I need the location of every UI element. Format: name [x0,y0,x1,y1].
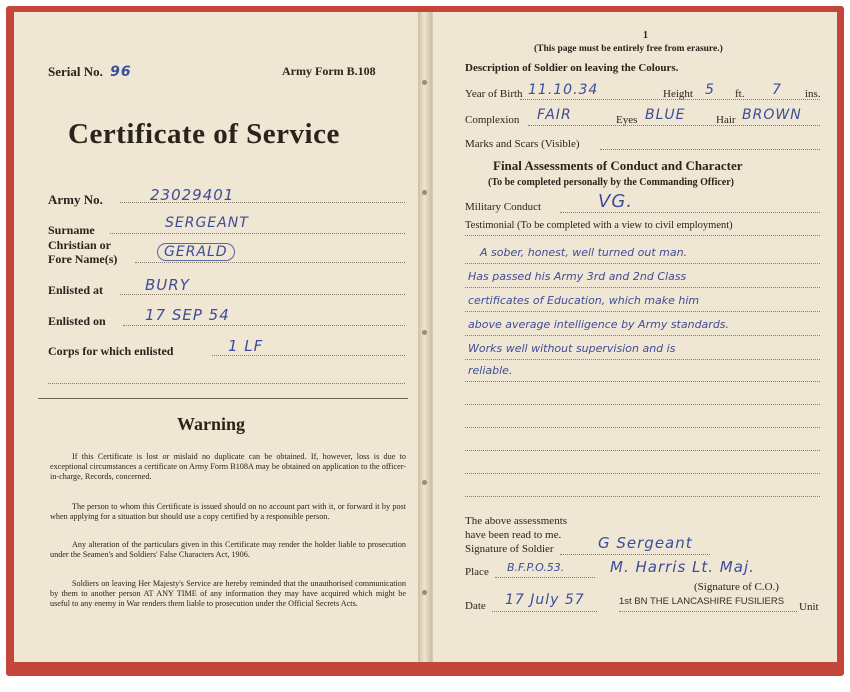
place-label: Place [465,566,489,578]
serial-value: 96 [110,64,132,80]
dotted-line [212,355,405,356]
stitch-hole [422,590,427,595]
dotted-line [48,383,405,384]
form-number: Army Form B.108 [282,64,376,78]
dotted-line [135,262,405,263]
dotted-line [465,381,820,382]
dotted-line [465,311,820,312]
stitch-hole [422,190,427,195]
serial-label: Serial No. [48,64,103,79]
final-assessments-heading: Final Assessments of Conduct and Character [493,158,743,173]
dotted-line [123,325,405,326]
ft-label: ft. [735,88,745,100]
unit-label: Unit [799,601,819,613]
field-value-corps: 1 LF [228,337,264,355]
dotted-line [465,263,820,264]
warning-title: Warning [177,414,246,434]
signature-soldier-label: Signature of Soldier [465,543,554,555]
testimonial-line: reliable. [468,364,513,377]
stitch-hole [422,330,427,335]
stitch-hole [422,480,427,485]
testimonial-line: certificates of Education, which make him [468,294,700,307]
dotted-line [465,427,820,428]
dotted-line [528,125,820,126]
ins-label: ins. [805,88,821,100]
certificate-title: Certificate of Service [68,118,340,150]
place-value: B.F.P.O.53. [507,561,565,574]
hair-label: Hair [716,114,736,126]
warning-paragraph: If this Certificate is lost or mislaid no duplicate can be obtained. If, however, loss is due to exceptional circumstances a certificate on Army Form B108A may be obtained on application to the officer-in-charge, Records, concerned. [50,452,406,481]
testimonial-line: A sober, honest, well turned out man. [480,246,688,259]
complexion-value: FAIR [537,107,572,123]
field-value-army-no: 23029401 [150,186,235,204]
dotted-line [492,611,597,612]
testimonial-line: Has passed his Army 3rd and 2nd Class [468,270,687,283]
eyes-value: BLUE [645,107,686,123]
dotted-line [619,611,797,612]
military-conduct-value: VG. [598,191,633,212]
dotted-line [560,554,710,555]
dotted-line [465,335,820,336]
field-label-corps: Corps for which enlisted [48,344,174,358]
testimonial-line: above average intelligence by Army standards. [468,318,730,331]
eyes-label: Eyes [616,114,638,126]
marks-label: Marks and Scars (Visible) [465,138,580,150]
field-value-fore-names: GERALD [157,243,235,261]
field-value-enlisted-on: 17 SEP 54 [145,306,230,324]
military-conduct-label: Military Conduct [465,201,542,213]
dotted-line [495,577,595,578]
assessment-read-line: The above assessments [465,515,568,527]
final-assessments-subheading: (To be completed personally by the Commanding Officer) [488,177,735,188]
field-label-enlisted-at: Enlisted at [48,283,104,297]
booklet-gutter [418,12,432,662]
stitch-hole [422,80,427,85]
date-value: 17 July 57 [505,592,585,608]
field-value-surname: SERGEANT [165,215,249,231]
dotted-line [465,496,820,497]
height-in-value: 7 [772,82,782,98]
field-label-fore-names: Fore Name(s) [48,252,118,266]
erasure-note: (This page must be entirely free from erasure.) [534,44,723,54]
complexion-label: Complexion [465,114,520,126]
left-page [14,12,419,662]
dotted-line [560,212,820,213]
dotted-line [465,404,820,405]
height-ft-value: 5 [705,82,715,98]
date-label: Date [465,600,486,612]
warning-paragraph: Any alteration of the particulars given in this Certificate may render the holder liable to prosecution under the Seamen's and Soldiers' False Characters Act, 1906. [50,540,406,559]
warning-paragraph: Soldiers on leaving Her Majesty's Service are hereby reminded that the unauthorised communication by them to another person AT ANY TIME of any information they may have acquired which might be useful to any enemy in War renders them liable to prosecution under the Official Secrets Acts. [50,579,406,608]
divider [38,398,408,399]
dotted-line [465,450,820,451]
assessment-read-line: have been read to me. [465,529,562,541]
dotted-line [465,359,820,360]
field-label-enlisted-on: Enlisted on [48,314,106,328]
signature-co-label: (Signature of C.O.) [694,581,779,593]
hair-value: BROWN [742,107,802,123]
dotted-line [465,287,820,288]
co-signature: M. Harris Lt. Maj. [610,558,755,576]
field-label-christian-or: Christian or [48,238,111,252]
field-value-enlisted-at: BURY [145,276,190,294]
year-of-birth-label: Year of Birth [465,88,523,100]
testimonial-line: Works well without supervision and is [468,342,676,355]
warning-paragraph: The person to whom this Certificate is issued should on no account part with it, or forward it by post when applying for a situation but should use a copy certified by a responsible person. [50,502,406,521]
field-label-army-no: Army No. [48,192,103,207]
dotted-line [110,233,405,234]
dotted-line [465,235,820,236]
page-number: 1 [643,30,648,41]
dotted-line [600,149,820,150]
testimonial-label: Testimonial (To be completed with a view to civil employment) [465,220,733,231]
dotted-line [120,294,405,295]
unit-stamp: 1st BN THE LANCASHIRE FUSILIERS [619,596,785,607]
description-heading: Description of Soldier on leaving the Colours. [465,62,679,74]
soldier-signature: G Sergeant [598,534,693,552]
field-label-surname: Surname [48,223,95,237]
height-label: Height [663,88,693,100]
serial-number [48,64,132,80]
year-of-birth-value: 11.10.34 [528,82,599,98]
dotted-line [465,473,820,474]
